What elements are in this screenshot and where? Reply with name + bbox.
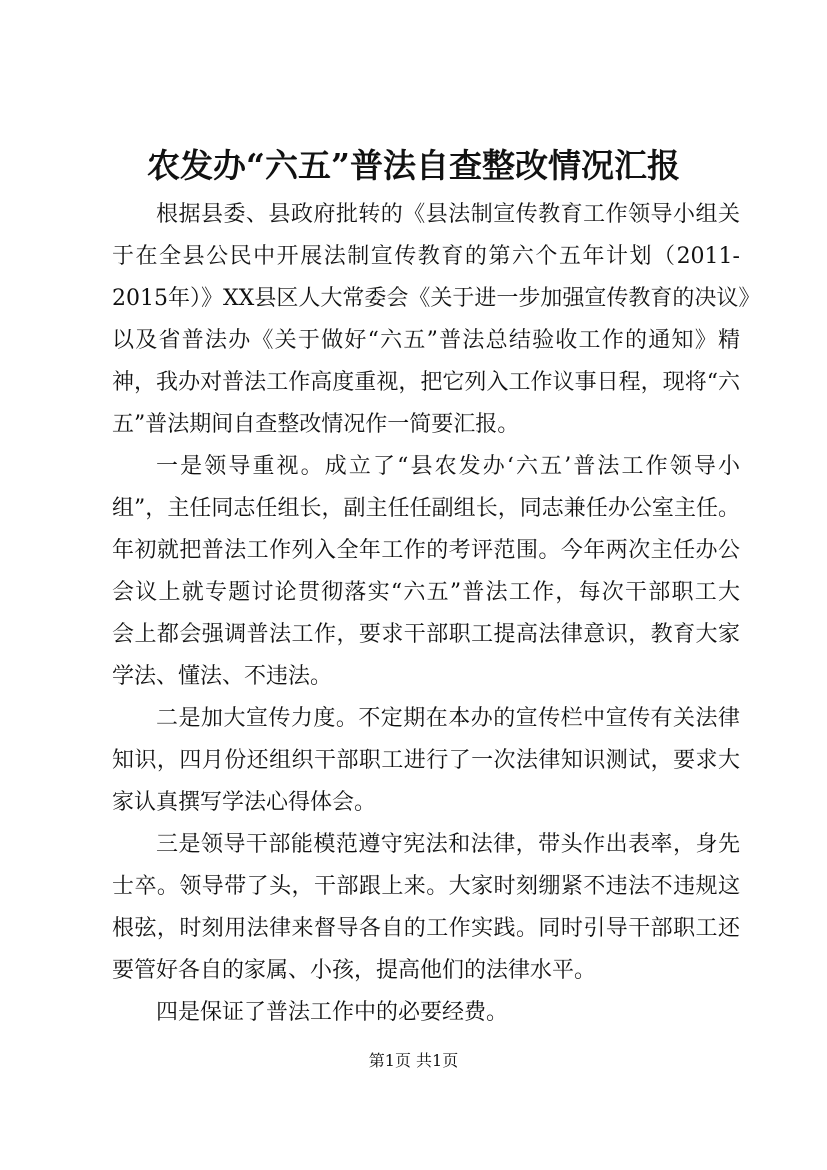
body-line: 家认真撰写学法心得体会。 xyxy=(112,790,377,815)
body-line: 根弦，时刻用法律来督导各自的工作实践。同时引导干部职工还 xyxy=(112,916,740,941)
body-line: 于在全县公民中开展法制宣传教育的第六个五年计划（2011- xyxy=(112,244,740,269)
body-line: 一是领导重视。成立了“县农发办‘六五’普法工作领导小 xyxy=(156,454,740,479)
body-line: 士卒。领导带了头，干部跟上来。大家时刻绷紧不违法不违规这 xyxy=(112,874,740,899)
body-line: 以及省普法办《关于做好“六五”普法总结验收工作的通知》精 xyxy=(112,328,740,353)
body-line: 2015年）》XX县区人大常委会《关于进一步加强宣传教育的决议》 xyxy=(112,286,761,311)
document-title: 农发办“六五”普法自查整改情况汇报 xyxy=(147,146,680,185)
page-footer: 第1页 共1页 xyxy=(368,1051,459,1070)
body-line: 会上都会强调普法工作，要求干部职工提高法律意识，教育大家 xyxy=(112,622,740,647)
body-line: 年初就把普法工作列入全年工作的考评范围。今年两次主任办公 xyxy=(112,538,740,563)
body-line: 要管好各自的家属、小孩，提高他们的法律水平。 xyxy=(112,958,597,983)
body-line: 会议上就专题讨论贯彻落实“六五”普法工作，每次干部职工大 xyxy=(112,580,740,605)
body-line: 三是领导干部能模范遵守宪法和法律，带头作出表率，身先 xyxy=(156,832,740,857)
body-line: 二是加大宣传力度。不定期在本办的宣传栏中宣传有关法律 xyxy=(156,706,740,731)
body-line: 学法、懂法、不违法。 xyxy=(112,664,333,689)
body-line: 根据县委、县政府批转的《县法制宣传教育工作领导小组关 xyxy=(156,202,740,227)
body-line: 五”普法期间自查整改情况作一简要汇报。 xyxy=(112,412,520,437)
body-line: 知识，四月份还组织干部职工进行了一次法律知识测试，要求大 xyxy=(112,748,740,773)
body-line: 四是保证了普法工作中的必要经费。 xyxy=(156,1000,509,1025)
body-line: 神，我办对普法工作高度重视，把它列入工作议事日程，现将“六 xyxy=(112,370,740,395)
body-line: 组”，主任同志任组长，副主任任副组长，同志兼任办公室主任。 xyxy=(112,496,740,521)
